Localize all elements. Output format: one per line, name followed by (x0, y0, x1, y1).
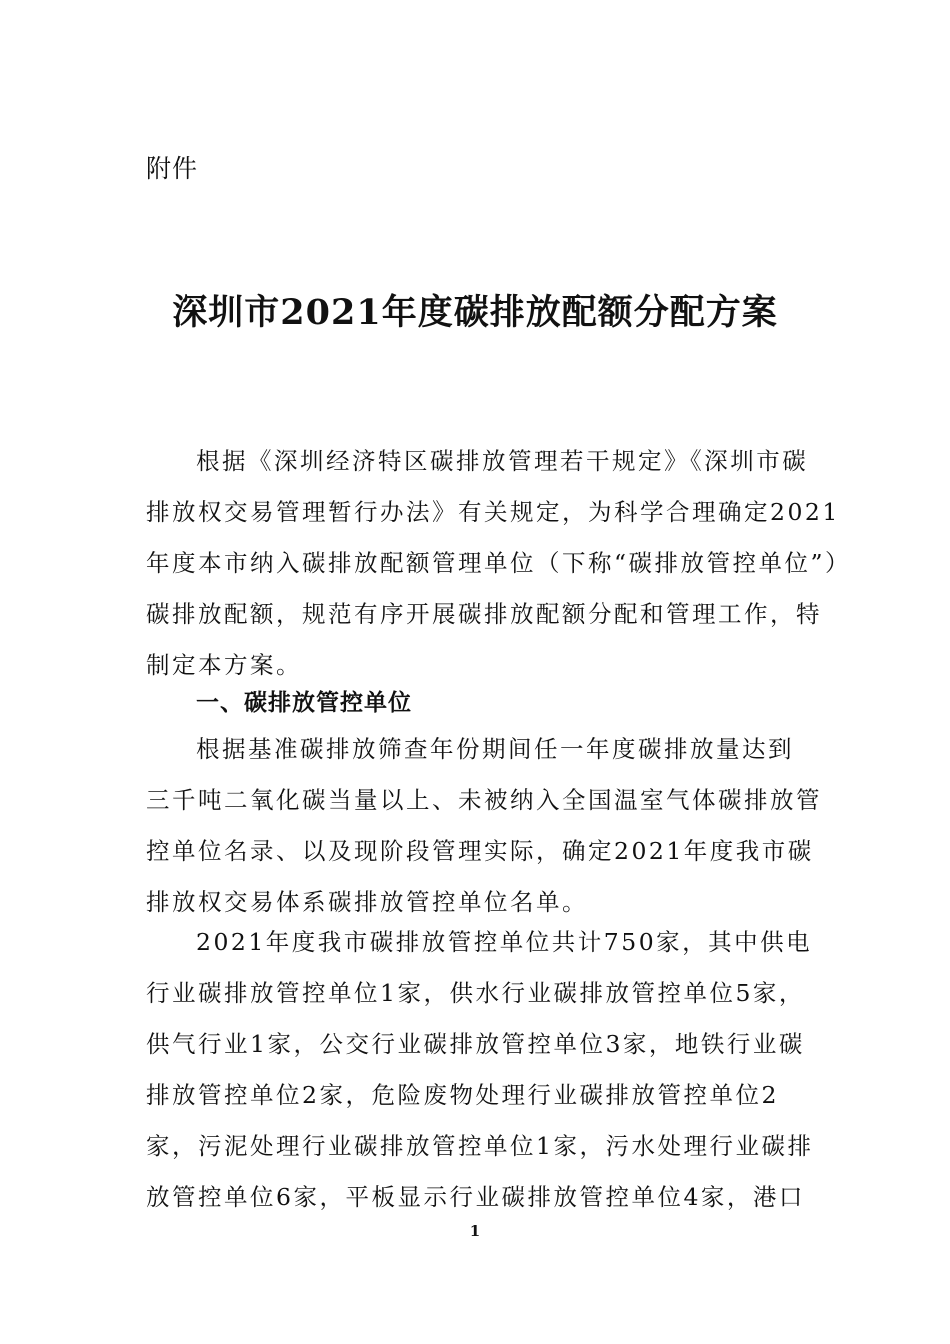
section-heading (146, 678, 806, 729)
attachment-label: 附件 (146, 154, 199, 183)
document-title: 深圳市2021年度碳排放配额分配方案 (172, 292, 778, 333)
paragraph-line: 排放权交易管理暂行办法》有关规定，为科学合理确定2021 (146, 498, 840, 526)
paragraph-line: 年度本市纳入碳排放配额管理单位（下称“碳排放管控单位”） (146, 549, 852, 577)
paragraph-line: 碳排放配额，规范有序开展碳排放配额分配和管理工作，特 (146, 600, 822, 628)
paragraph-line: 供气行业1家，公交行业碳排放管控单位3家，地铁行业碳 (146, 1030, 805, 1058)
paragraph-criteria (146, 724, 822, 928)
paragraph-line: 根据《深圳经济特区碳排放管理若干规定》《深圳市碳 (196, 447, 809, 475)
page-number: 1 (469, 1222, 481, 1240)
paragraph-intro (146, 436, 852, 691)
paragraph-line: 控单位名录、以及现阶段管理实际，确定2021年度我市碳 (146, 837, 814, 865)
paragraph-line: 排放权交易体系碳排放管控单位名单。 (146, 888, 588, 916)
paragraph-line: 2021年度我市碳排放管控单位共计750家，其中供电 (196, 928, 813, 956)
paragraph-line: 排放管控单位2家，危险废物处理行业碳排放管控单位2 (146, 1081, 779, 1109)
section-heading-text: 一、碳排放管控单位 (196, 690, 412, 716)
paragraph-line: 放管控单位6家，平板显示行业碳排放管控单位4家，港口 (146, 1183, 805, 1211)
paragraph-counts (146, 917, 814, 1223)
paragraph-line: 家，污泥处理行业碳排放管控单位1家，污水处理行业碳排 (146, 1132, 814, 1160)
paragraph-line: 三千吨二氧化碳当量以上、未被纳入全国温室气体碳排放管 (146, 786, 822, 814)
paragraph-line: 根据基准碳排放筛查年份期间任一年度碳排放量达到 (196, 735, 794, 763)
paragraph-line: 行业碳排放管控单位1家，供水行业碳排放管控单位5家， (146, 979, 805, 1007)
paragraph-line: 制定本方案。 (146, 651, 302, 679)
